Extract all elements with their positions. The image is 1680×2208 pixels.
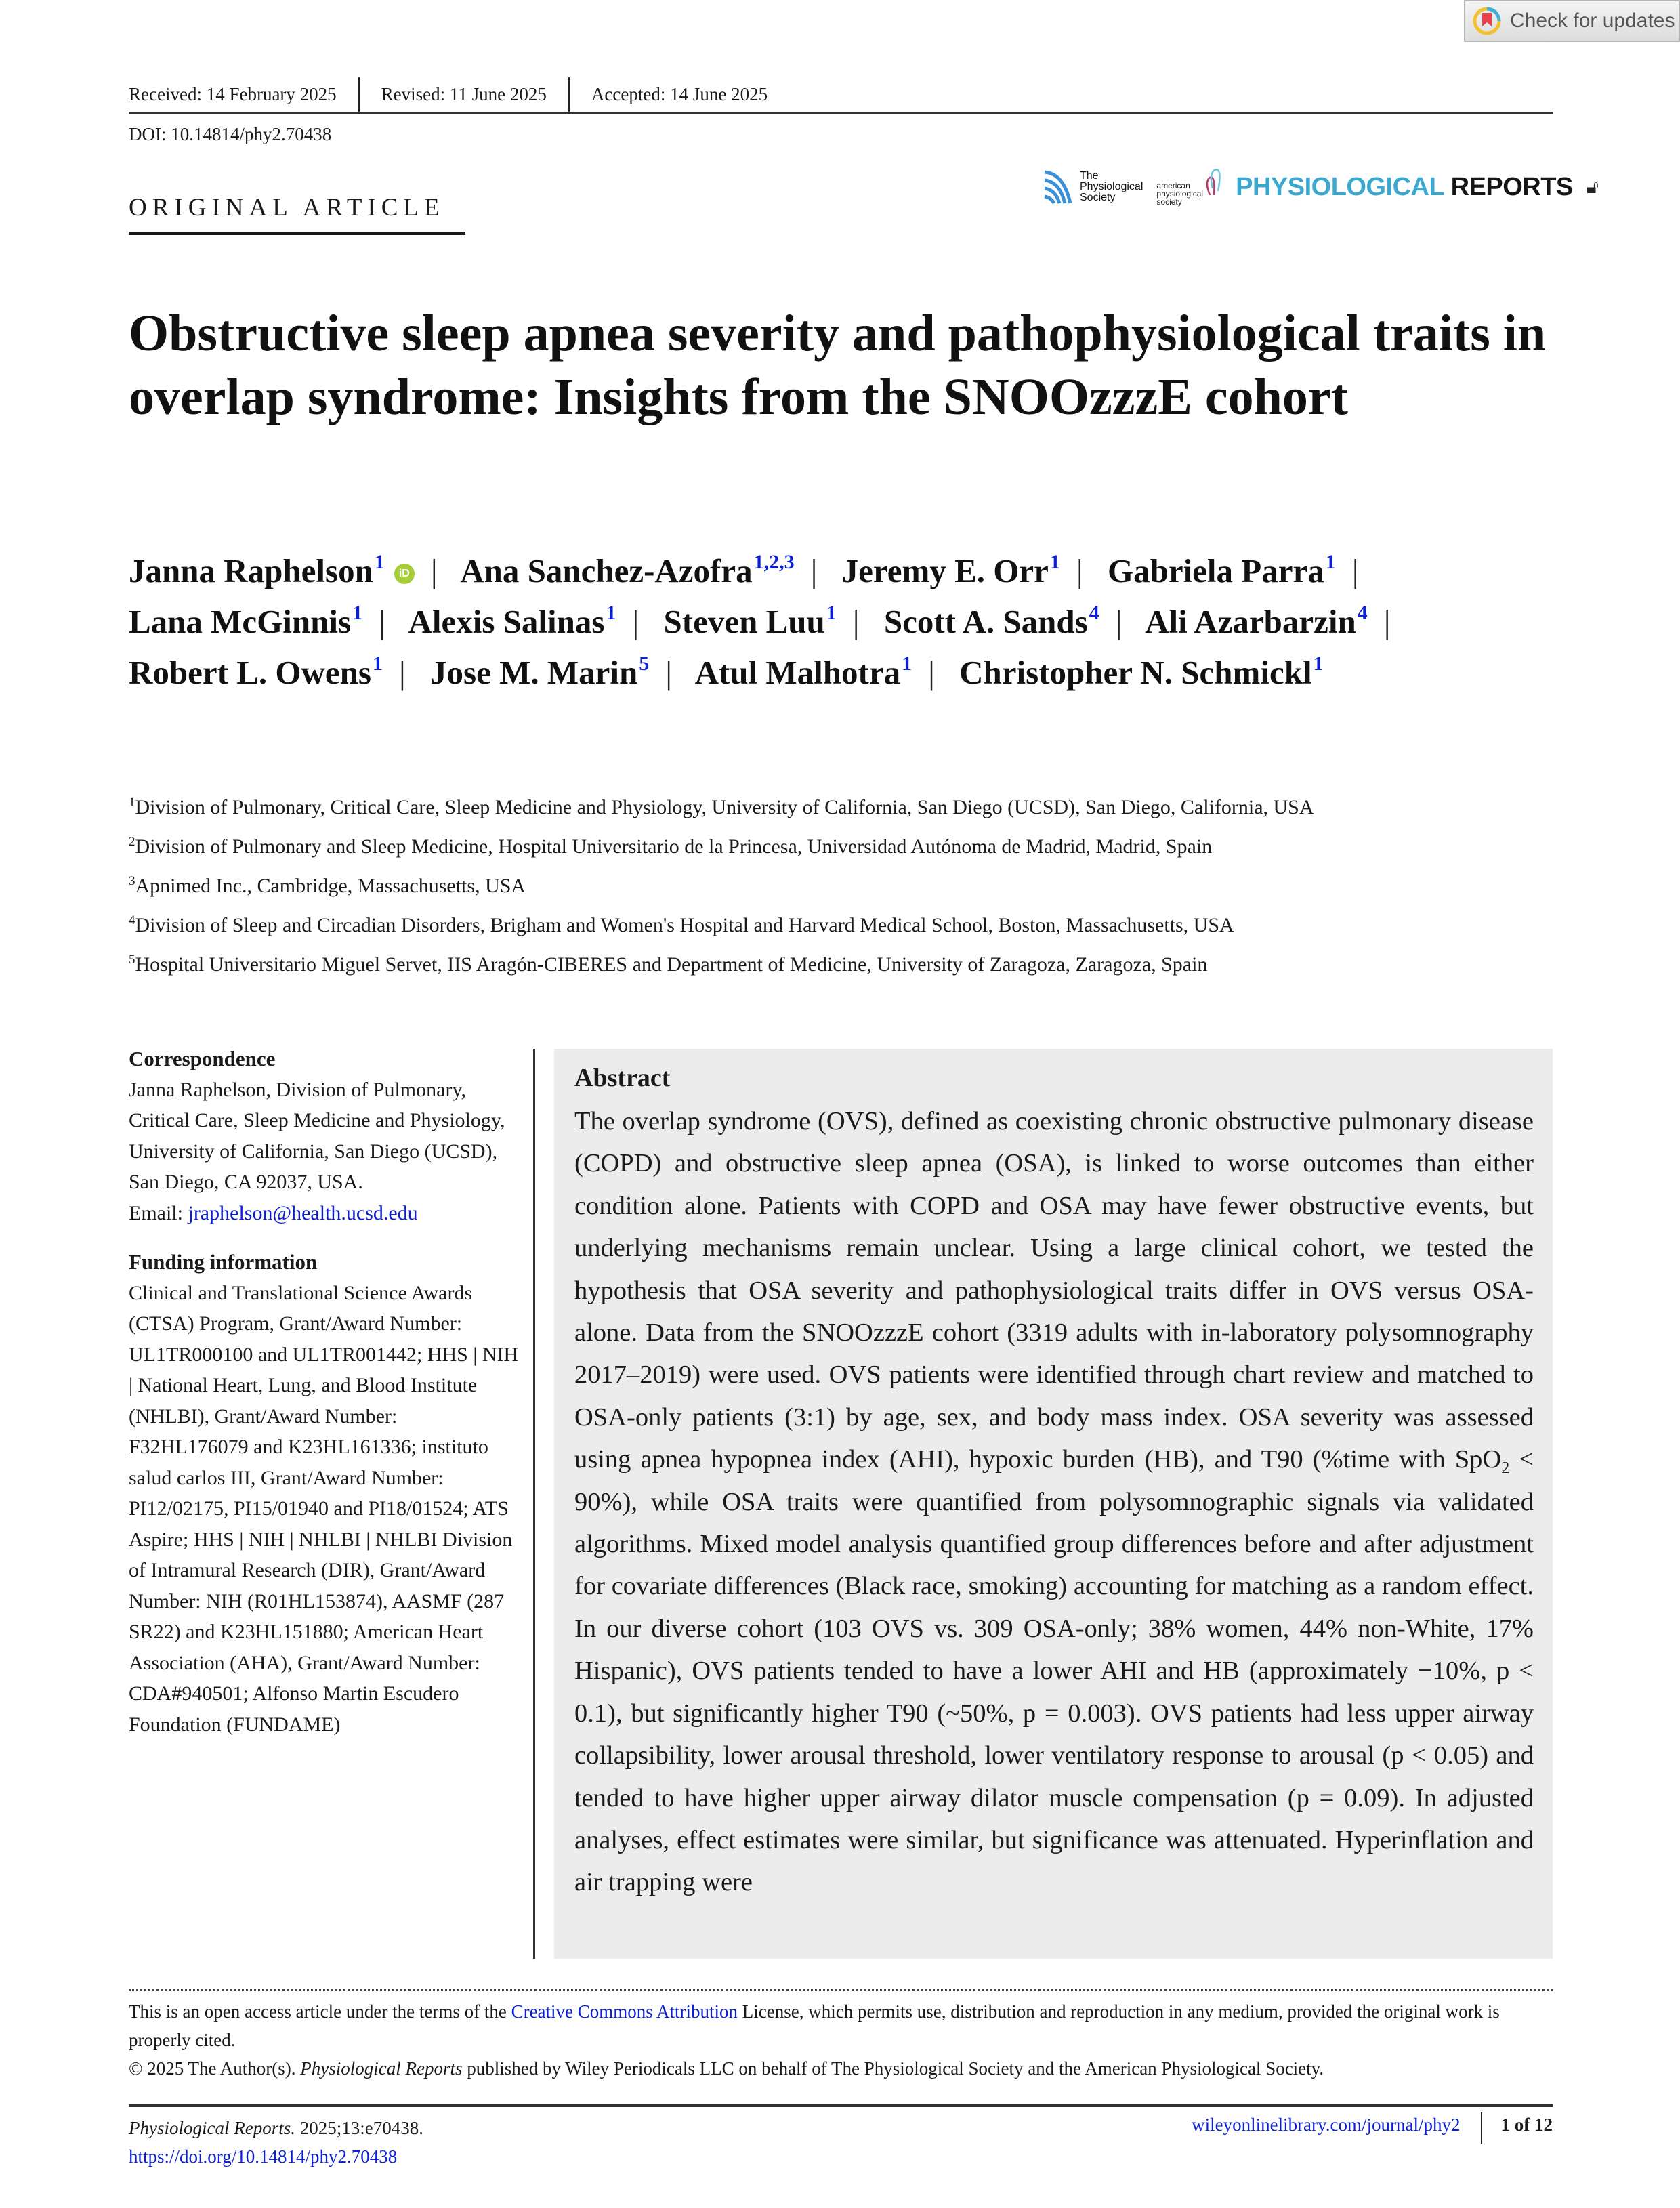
author-name-text: Jose M. Marin: [430, 654, 638, 691]
author-affiliation-ref[interactable]: 4: [1357, 602, 1368, 624]
affiliation-number: 3: [129, 874, 135, 888]
author-name-text: Atul Malhotra: [694, 654, 901, 691]
author-separator: |: [928, 654, 935, 691]
author-name[interactable]: [430, 654, 649, 691]
american-physiological-society-logo: [1156, 168, 1222, 206]
tps-line-1: The: [1080, 170, 1099, 182]
author-affiliation-ref[interactable]: 1: [826, 602, 837, 624]
tps-line-3: Society: [1080, 192, 1116, 203]
license-text-after: License, which permits use, distribution and reproduction in any medium, provided the original work is properly cited.: [129, 2001, 1500, 2050]
affiliation-item: [129, 945, 1558, 984]
correspondence-email-line: [129, 1198, 522, 1229]
author-separator: |: [852, 603, 860, 640]
author-name-text: Scott A. Sands: [883, 603, 1088, 640]
author-separator: |: [379, 603, 385, 640]
revised-date: Revised: 11 June 2025: [358, 77, 568, 114]
author-separator: |: [398, 654, 406, 691]
author-affiliation-ref[interactable]: 4: [1089, 602, 1099, 624]
author-separator: |: [1383, 603, 1391, 640]
author-separator: |: [1351, 552, 1359, 589]
copyright-before: © 2025 The Author(s).: [129, 2058, 301, 2079]
aps-line-3: society: [1156, 197, 1182, 207]
affiliation-item: [129, 867, 1558, 906]
author-name[interactable]: [460, 552, 794, 589]
abstract-heading: Abstract: [574, 1064, 671, 1092]
footer-right: [1192, 2112, 1553, 2144]
affiliation-number: 4: [129, 913, 135, 928]
author-separator: |: [810, 552, 818, 589]
author-name[interactable]: [1108, 552, 1336, 589]
funding-heading: Funding information: [129, 1250, 318, 1274]
footer-doi-link[interactable]: https://doi.org/10.14814/phy2.70438: [129, 2146, 398, 2167]
check-updates-label: Check for updates: [1510, 9, 1675, 32]
author-name-text: Lana McGinnis: [129, 603, 352, 640]
author-name-text: Gabriela Parra: [1107, 552, 1324, 589]
publisher-logos: [1043, 160, 1599, 214]
article-dates: [129, 77, 1553, 114]
abstract-text-part2: < 90%), while OSA traits were quantified from polysomnographic signals via validated algorithms. Mixed model analysis quantified group differences before and after adjustment for covariate differences (Black race, smoking) accounting for matching as a random effect. In our diverse cohort (103 OVS vs. 309 OSA-only; 38% women, 44% non-White, 17% Hispanic), OVS patients tended to have a lower AHI and HB (approximately −10%, p < 0.1), but significantly higher T90 (~50%, p = 0.003). OVS patients had less upper airway collapsibility, lower arousal threshold, lower ventilatory response to arousal (p < 0.05) and tended to have higher upper airway dilator muscle compensation (p = 0.09). In adjusted analyses, effect estimates were similar, but significance was attenuated. Hyperinflation and air trapping were: [574, 1445, 1534, 1897]
article-sidebar: [129, 1043, 522, 1740]
author-name-text: Ana Sanchez-Azofra: [460, 552, 753, 589]
author-separator: |: [665, 654, 673, 691]
affiliation-item: [129, 906, 1558, 945]
abstract-box: [554, 1049, 1553, 1959]
abstract-text-part1: The overlap syndrome (OVS), defined as coexisting chronic obstructive pulmonary disease (COPD) and obstructive sleep apnea (OSA), is linked to worse outcomes than either condition alone. Patients with COPD and OSA may have fewer obstructive events, but underlying mechanisms remain unclear. Using a large clinical cohort, we tested the hypothesis that OSA severity and pathophysiological traits differ in OVS versus OSA-alone. Data from the SNOOzzzE cohort (3319 adults with in-laboratory polysomnography 2017–2019) were used. OVS patients were identified through chart review and matched to OSA-only patients (3:1) by age, sex, and body mass index. OSA severity was assessed using apnea hypopnea index (AHI), hypoxic burden (HB), and T90 (%time with SpO: [574, 1107, 1534, 1474]
journal-logo-part2: REPORTS: [1450, 172, 1573, 201]
author-affiliation-ref[interactable]: 1: [372, 652, 383, 675]
email-link[interactable]: jraphelson@health.ucsd.edu: [188, 1201, 418, 1224]
affiliation-item: [129, 788, 1558, 827]
copyright-journal: Physiological Reports: [300, 2058, 463, 2079]
accepted-date: Accepted: 14 June 2025: [568, 77, 789, 114]
footer-citation: [129, 2114, 423, 2171]
author-separator: |: [632, 603, 639, 640]
footer-citation-text: 2025;13:e70438.: [295, 2118, 423, 2138]
author-name-text: Robert L. Owens: [129, 654, 371, 691]
abstract-subscript: 2: [1501, 1459, 1510, 1478]
open-access-icon: 🔓︎: [1586, 175, 1599, 197]
journal-site-link[interactable]: wileyonlinelibrary.com/journal/phy2: [1192, 2115, 1461, 2135]
author-name[interactable]: [408, 603, 616, 640]
article-type-label: ORIGINAL ARTICLE: [129, 194, 445, 222]
author-list: [129, 545, 1558, 698]
affiliation-number: 2: [129, 835, 135, 849]
correspondence-heading: Correspondence: [129, 1047, 276, 1070]
author-affiliation-ref[interactable]: 1: [374, 551, 385, 573]
affiliation-text: Division of Sleep and Circadian Disorders, Brigham and Women's Hospital and Harvard Medical School, Boston, Massachusetts, USA: [135, 914, 1234, 936]
creative-commons-link[interactable]: Creative Commons Attribution: [511, 2001, 738, 2022]
author-name[interactable]: [129, 654, 383, 691]
copyright-line: [129, 2054, 1558, 2083]
author-separator: |: [1076, 552, 1083, 589]
author-affiliation-ref[interactable]: 1,2,3: [753, 551, 795, 573]
author-affiliation-ref[interactable]: 1: [902, 652, 912, 675]
footer-journal-name: Physiological Reports.: [129, 2118, 295, 2138]
author-name[interactable]: [884, 603, 1099, 640]
author-name[interactable]: [1145, 603, 1368, 640]
tps-line-2: Physiological: [1080, 181, 1143, 192]
affiliations-list: [129, 788, 1558, 984]
author-name[interactable]: [695, 654, 912, 691]
correspondence-address: Janna Raphelson, Division of Pulmonary, Critical Care, Sleep Medicine and Physiology, University of California, San Diego (UCSD), San Diego, CA 92037, USA.: [129, 1078, 505, 1193]
license-text: [129, 1997, 1558, 2054]
affiliation-item: [129, 827, 1558, 867]
article-title: Obstructive sleep apnea severity and pathophysiological traits in overlap syndrome: Insights from the SNOOzzzE cohort: [129, 305, 1547, 425]
journal-logo-part1: PHYSIOLOGICAL: [1236, 172, 1444, 201]
author-name[interactable]: [129, 603, 362, 640]
aps-line-1: american: [1156, 181, 1190, 190]
tps-wave-icon: [1043, 168, 1074, 206]
aps-loop-icon: [1204, 168, 1222, 206]
author-name-text: Christopher N. Schmickl: [959, 654, 1312, 691]
journal-logo: [1236, 173, 1573, 202]
copyright-after: published by Wiley Periodicals LLC on behalf of The Physiological Society and the American Physiological Society.: [462, 2058, 1324, 2079]
aps-line-2: physiological: [1156, 189, 1204, 199]
affiliation-text: Hospital Universitario Miguel Servet, IIS Aragón-CIBERES and Department of Medicine, University of Zaragoza, Zaragoza, Spain: [135, 953, 1208, 976]
affiliation-text: Division of Pulmonary and Sleep Medicine, Hospital Universitario de la Princesa, Universidad Autónoma de Madrid, Madrid, Spain: [135, 835, 1213, 858]
abstract-text: [574, 1100, 1534, 1904]
funding-block: [129, 1247, 522, 1740]
footer-divider: [129, 2104, 1553, 2107]
author-name[interactable]: [664, 603, 837, 640]
author-name-text: Steven Luu: [663, 603, 825, 640]
funding-text: Clinical and Translational Science Awards (CTSA) Program, Grant/Award Number: UL1TR000100 and UL1TR001442; HHS | NIH | National Heart, Lung, and Blood Institute (NHLBI), Grant/Award Number: F32HL176079 and K23HL161336; instituto salud carlos III, Grant/Award Number: PI12/02175, PI15/01940 and PI18/01524; ATS Aspire; HHS | NIH | NHLBI | NHLBI Division of Intramural Research (DIR), Grant/Award Number: NIH (R01HL153874), AASMF (287 SR22) and K23HL151880; American Heart Association (AHA), Grant/Award Number: CDA#940501; Alfonso Martin Escudero Foundation (FUNDAME): [129, 1281, 519, 1736]
affiliation-number: 1: [129, 795, 135, 810]
affiliation-text: Apnimed Inc., Cambridge, Massachusetts, USA: [135, 875, 526, 897]
license-notice: [129, 1997, 1558, 2083]
affiliation-number: 5: [129, 953, 135, 967]
affiliation-text: Division of Pulmonary, Critical Care, Sleep Medicine and Physiology, University of California, San Diego (UCSD), San Diego, California, USA: [135, 796, 1314, 818]
author-name[interactable]: [129, 552, 415, 589]
license-divider: [129, 1989, 1553, 1991]
physiological-society-logo: [1043, 168, 1143, 206]
author-name[interactable]: [959, 654, 1323, 691]
author-separator: |: [430, 552, 438, 589]
email-label: Email:: [129, 1201, 188, 1224]
author-affiliation-ref[interactable]: 1: [1325, 551, 1336, 573]
page-number: 1 of 12: [1481, 2112, 1553, 2144]
sidebar-divider: [533, 1049, 535, 1959]
article-doi: DOI: 10.14814/phy2.70438: [129, 124, 332, 144]
author-name[interactable]: [842, 552, 1060, 589]
correspondence-block: [129, 1043, 522, 1228]
author-name-text: Janna Raphelson: [129, 552, 373, 589]
author-name-text: Alexis Salinas: [408, 603, 605, 640]
received-date: Received: 14 February 2025: [129, 84, 337, 104]
check-updates-icon: [1472, 6, 1502, 36]
author-affiliation-ref[interactable]: 1: [352, 602, 363, 624]
orcid-icon[interactable]: iD: [394, 564, 415, 584]
author-affiliation-ref[interactable]: 1: [606, 602, 616, 624]
article-type-underline: [129, 232, 465, 235]
author-affiliation-ref[interactable]: 1: [1313, 652, 1324, 675]
author-affiliation-ref[interactable]: 1: [1049, 551, 1060, 573]
author-affiliation-ref[interactable]: 5: [639, 652, 650, 675]
check-for-updates-button[interactable]: [1464, 0, 1680, 42]
author-name-text: Ali Azarbarzin: [1145, 603, 1356, 640]
author-name-text: Jeremy E. Orr: [841, 552, 1049, 589]
author-separator: |: [1115, 603, 1122, 640]
license-text-before: This is an open access article under the terms of the: [129, 2001, 511, 2022]
